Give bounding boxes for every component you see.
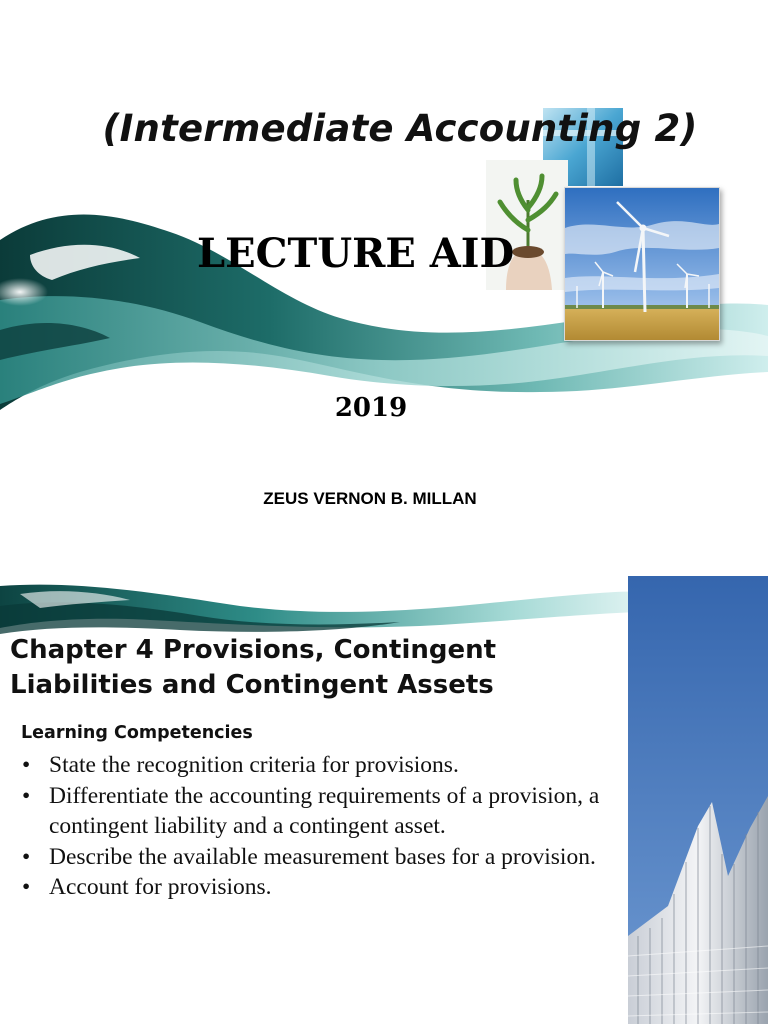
wind-turbine-photo — [564, 187, 720, 341]
chapter-slide — [0, 576, 768, 1024]
course-subtitle: (Intermediate Accounting 2) — [102, 107, 698, 150]
list-item — [20, 842, 620, 873]
list-item-text: Differentiate the accounting requirements of a provision, a contingent liability and a contingent asset. — [49, 782, 600, 839]
competency-list — [20, 750, 620, 903]
bullet-icon: • — [22, 752, 31, 778]
list-item — [20, 781, 620, 842]
lecture-title: LECTURE AID — [197, 230, 515, 277]
list-item — [20, 872, 620, 903]
list-item-text: State the recognition criteria for provisions. — [49, 752, 459, 778]
bullet-icon: • — [22, 874, 31, 900]
bullet-icon: • — [22, 782, 31, 809]
list-item — [20, 750, 620, 781]
bullet-icon: • — [22, 843, 31, 870]
list-item-text: Describe the available measurement bases for a provision. — [49, 843, 596, 870]
building-photo — [628, 576, 768, 1024]
chapter-title: Chapter 4 Provisions, Contingent Liabilities and Contingent Assets — [10, 635, 497, 700]
section-heading: Learning Competencies — [21, 723, 253, 743]
year-label: 2019 — [334, 393, 408, 423]
author-name: ZEUS VERNON B. MILLAN — [263, 489, 477, 508]
list-item-text: Account for provisions. — [49, 874, 272, 900]
